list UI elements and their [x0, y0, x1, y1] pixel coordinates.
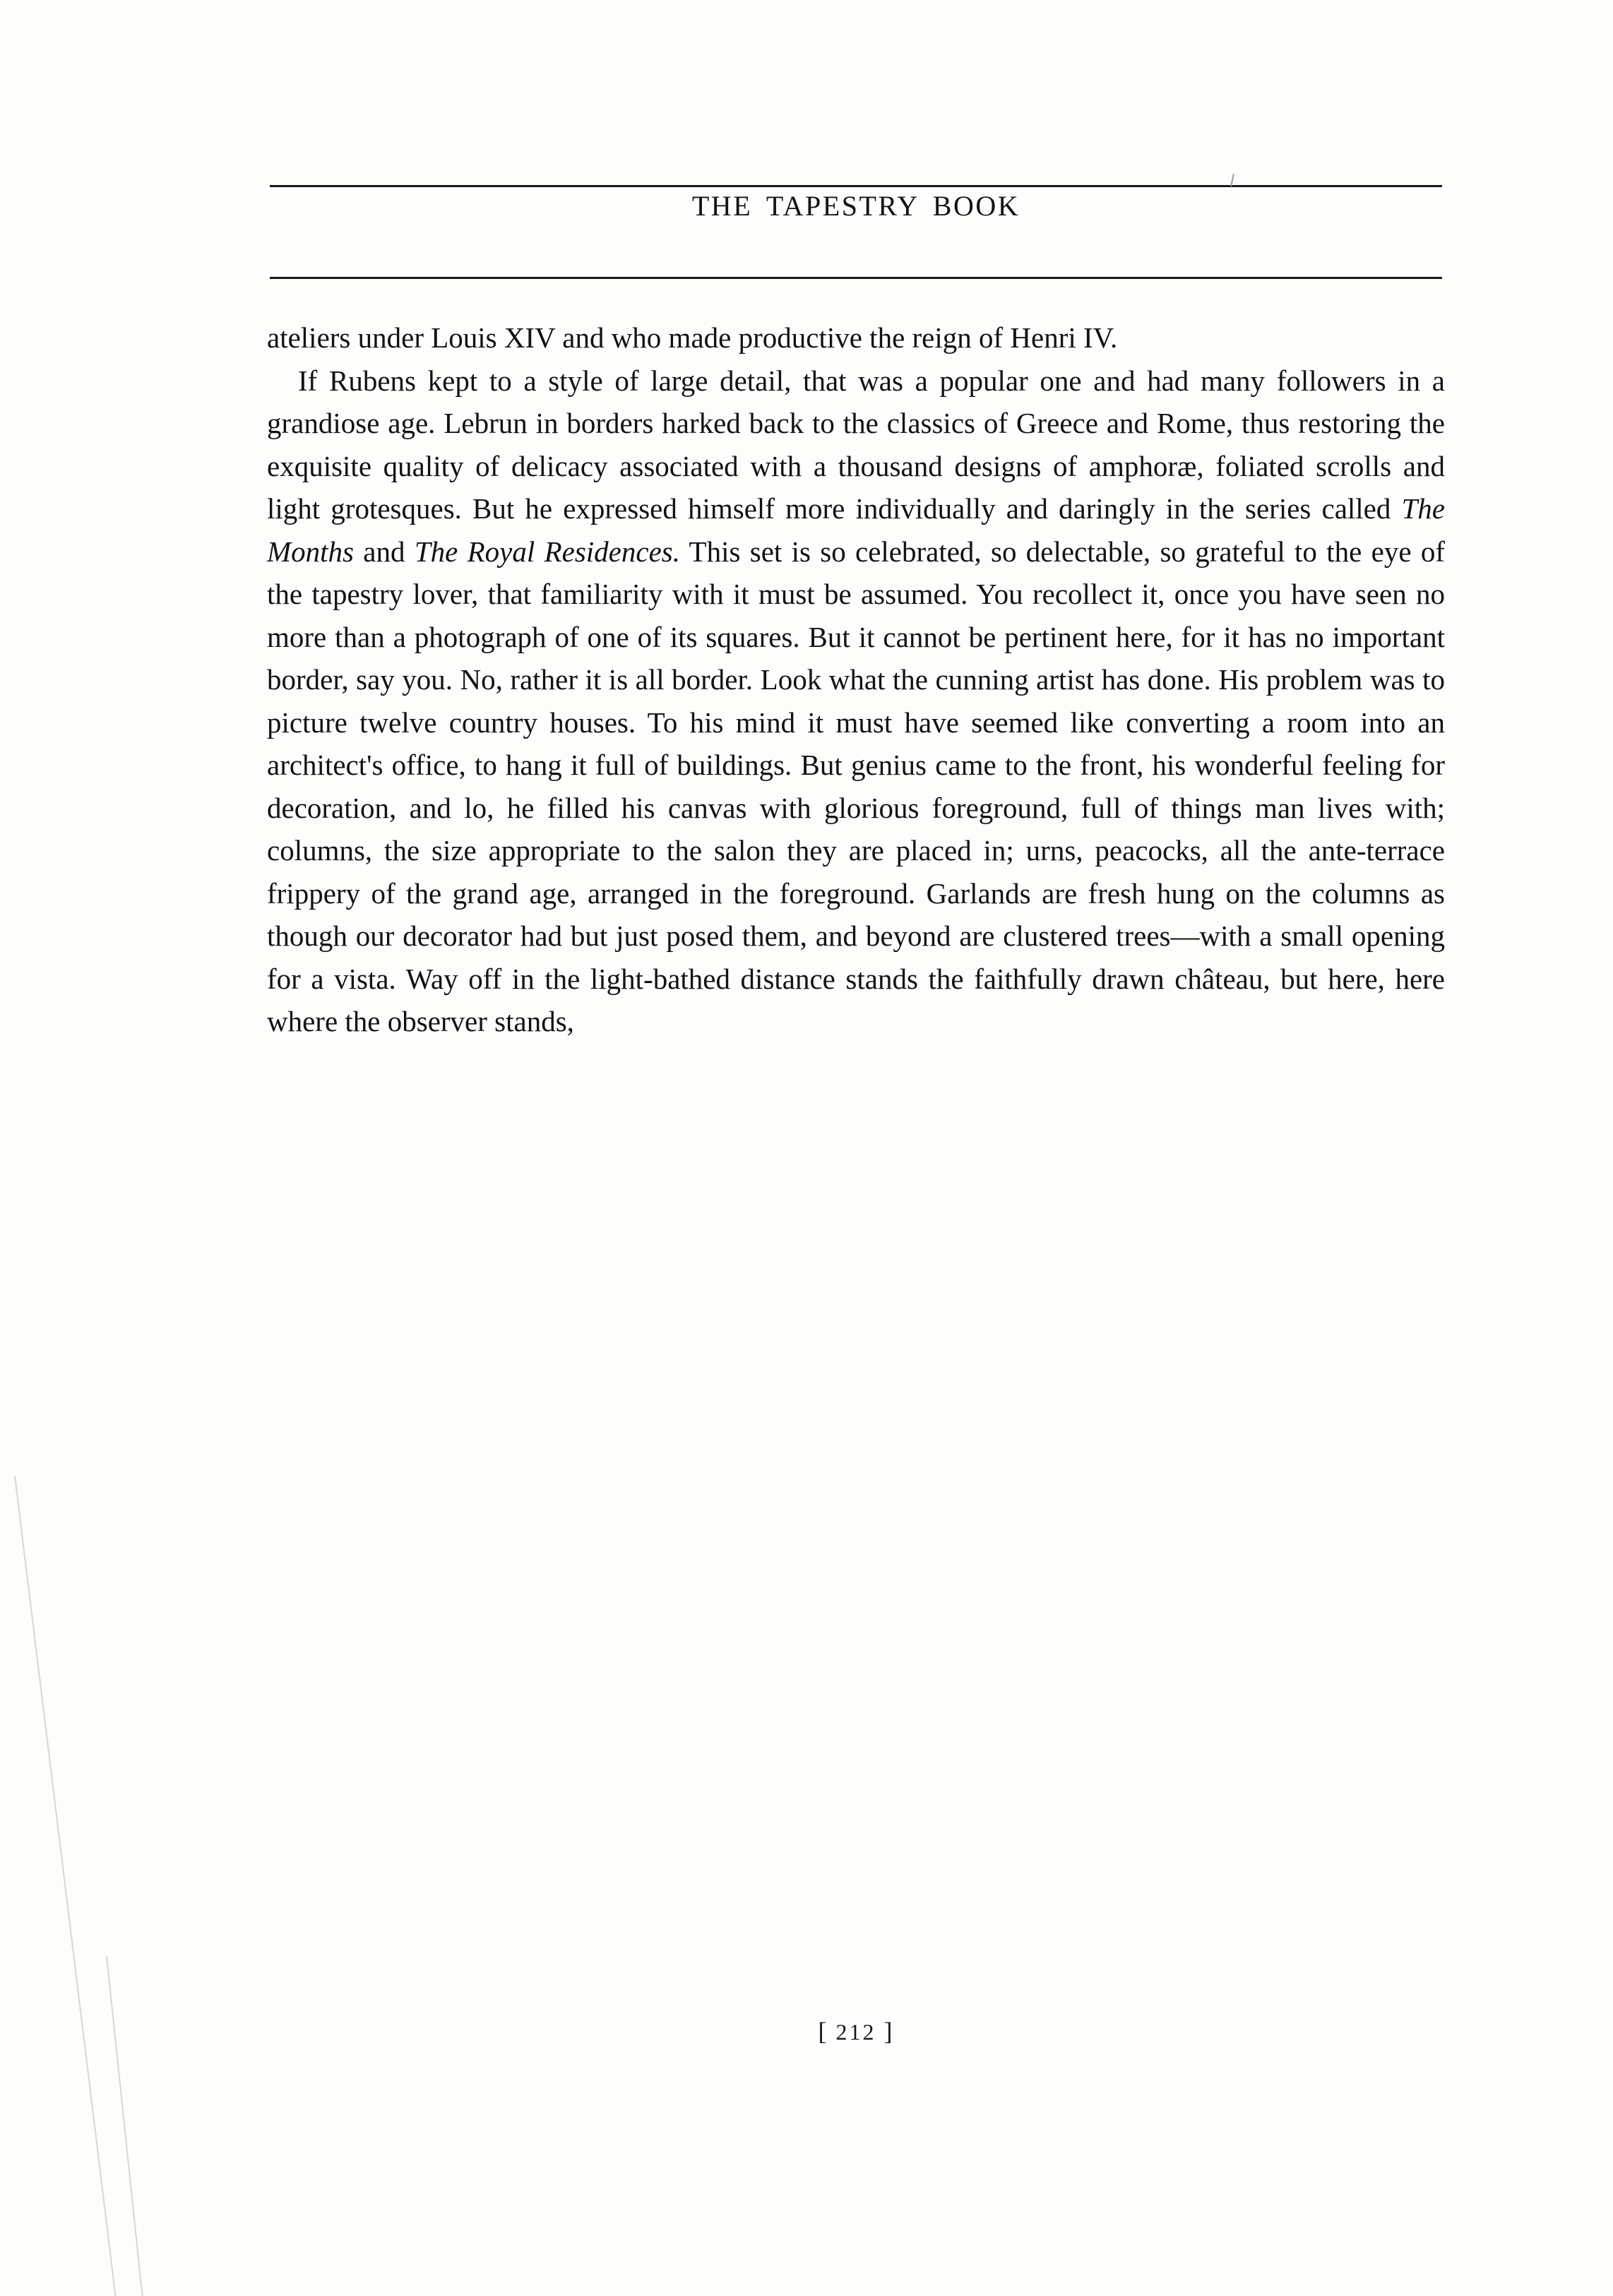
- header-rule-top: [270, 185, 1442, 187]
- header-rule-bottom: [270, 277, 1442, 279]
- folio-bracket-open: [: [818, 2017, 828, 2045]
- italic-title-the-months: The Months: [267, 492, 1445, 568]
- paragraph-2: [267, 359, 1445, 1043]
- paragraph-2-segment-2: and: [354, 535, 415, 568]
- italic-title-the-royal-residences: The Royal Residences.: [414, 535, 680, 568]
- paragraph-2-segment-3: This set is so celebrated, so delectable, so grateful to the eye of the tapestry lover, that familiarity with it must be assumed. You recollect it, once you have seen no more than a photograph of one of its squares. But it cannot be pertinent here, for it has no important border, say you. No, rather it is all border. Look what the cunning artist has done. His problem was to picture twelve country houses. To his mind it must have seemed like converting a room into an architect's office, to hang it full of buildings. But genius came to the front, his wonderful feeling for decoration, and lo, he filled his canvas with glorious foreground, full of things man lives with; columns, the size appropriate to the salon they are placed in; urns, peacocks, all the ante-terrace frippery of the grand age, arranged in the foreground. Garlands are fresh hung on the columns as though our decorator had but just posed them, and beyond are clustered trees—with a small opening for a vista. Way off in the light-bathed distance stands the faithfully drawn château, but here, here where the observer stands,: [267, 535, 1445, 1037]
- paragraph-2-segment-1: If Rubens kept to a style of large detail, that was a popular one and had many followers in a grandiose age. Lebrun in borders harked back to the classics of Greece and Rome, thus restoring the exquisite quality of delicacy associated with a thousand designs of amphoræ, foliated scrolls and light grotesques. But he expressed himself more individually and daringly in the series called: [267, 364, 1445, 525]
- folio-bracket-close: ]: [883, 2017, 894, 2045]
- running-head: THE TAPESTRY BOOK: [691, 190, 1020, 222]
- page-edge-line: [106, 1956, 144, 2296]
- paragraph-1: ateliers under Louis XIV and who made productive the reign of Henri IV.: [267, 321, 1118, 354]
- page-edge-line: [14, 1476, 117, 2296]
- body-text: [267, 316, 1445, 1043]
- folio: [270, 2016, 1442, 2046]
- folio-number: 212: [835, 2019, 876, 2045]
